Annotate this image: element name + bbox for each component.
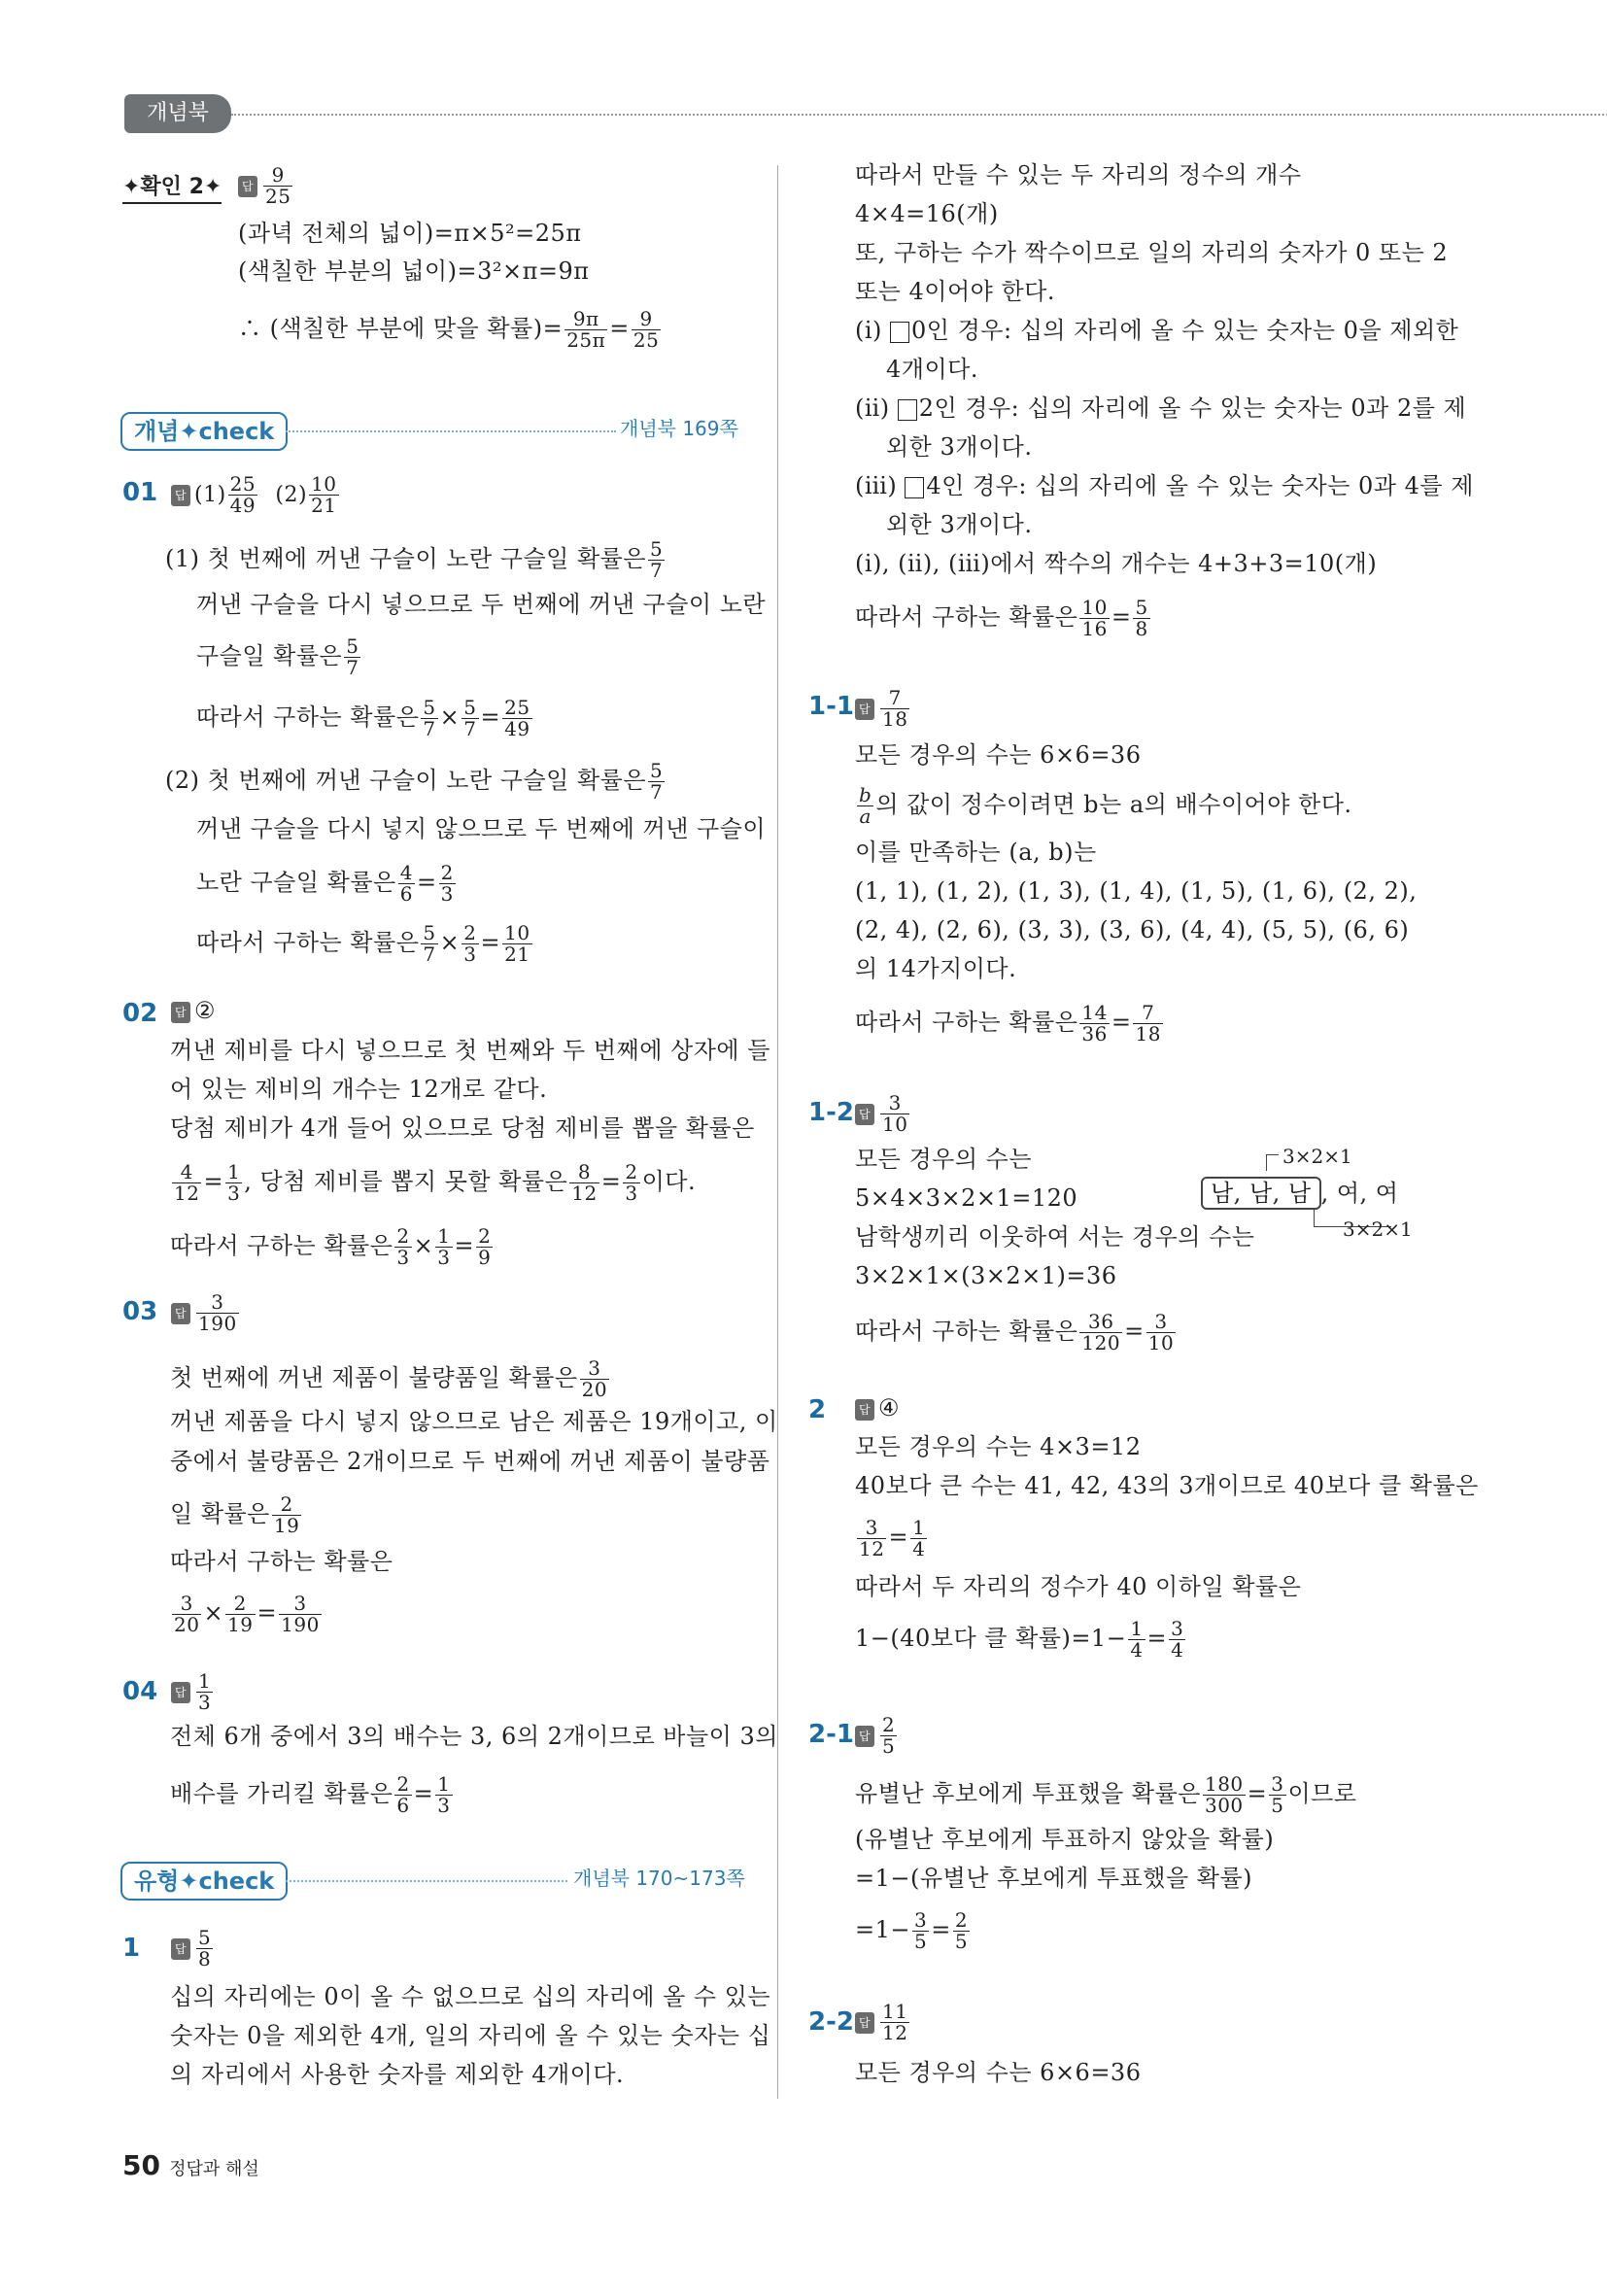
problem-2-2-line-1: 모든 경우의 수는 6×6=36	[855, 2059, 1142, 2086]
problem-1-right-line-11: (ⅰ), (ⅱ), (ⅲ)에서 짝수의 개수는 4+3+3=10(개)	[855, 550, 1378, 577]
diagram-top-label: 3×2×1	[1282, 1145, 1352, 1168]
problem-03-line-6: $\frac{3}{20}$ × $\frac{2}{19}$ = $\frac{3}{190}$	[174, 1592, 320, 1636]
problem-01-line-4: 따라서 구하는 확률은 $\frac{5}{7}$ × $\frac{5}{7}$ = $\frac{25}{49}$	[196, 696, 530, 740]
problem-2-answer: 답 ④	[855, 1393, 900, 1422]
problem-01-line-6: 꺼낸 구슬을 다시 넣지 않으므로 두 번째에 꺼낸 구슬이	[196, 815, 767, 842]
problem-04-line-2: 배수를 가리킬 확률은 $\frac{2}{6}$ = $\frac{1}{3}$	[170, 1772, 451, 1817]
problem-2-2-answer: 답 $\frac{11}{12}$	[855, 2002, 911, 2043]
confirm-line-3: ∴ (색칠한 부분에 맞을 확률)= $\frac{9\pi}{25\pi}$ = $\frac{9}{25}$	[238, 307, 660, 352]
problem-1-case-1: (ⅰ) 0인 경우: 십의 자리에 올 수 있는 숫자는 0을 제외한	[855, 317, 1459, 344]
concept-check-label: 개념✦check	[120, 412, 288, 451]
problem-1-right-line-3: 또, 구하는 수가 짝수이므로 일의 자리의 숫자가 0 또는 2	[855, 239, 1449, 266]
problem-1-right-line-1: 따라서 만들 수 있는 두 자리의 정수의 개수	[855, 161, 1302, 188]
problem-1-2-line-4: 3×2×1×(3×2×1)=36	[855, 1262, 1117, 1289]
problem-03-line-3: 중에서 불량품은 2개이므로 두 번째에 꺼낸 제품이 불량품	[170, 1448, 770, 1475]
problem-01-line-7: 노란 구슬일 확률은 $\frac{4}{6}$ = $\frac{2}{3}$	[196, 861, 454, 906]
blank-box	[890, 322, 909, 343]
confirm-line-1: (과녁 전체의 넓이)=π×5²=25π	[238, 220, 582, 247]
type-check-ref: 개념북 170~173쪽	[573, 1867, 745, 1890]
diagram-top-bracket	[1266, 1154, 1279, 1171]
problem-04-answer: 답 $\frac{1}{3}$	[171, 1671, 215, 1713]
problem-02-line-5: 따라서 구하는 확률은 $\frac{2}{3}$ × $\frac{1}{3}$ = $\frac{2}{9}$	[170, 1224, 492, 1269]
problem-2-1-line-3: =1−(유별난 후보에게 투표했을 확률)	[855, 1865, 1252, 1892]
problem-2-1-line-2: (유별난 후보에게 투표하지 않았을 확률)	[855, 1826, 1275, 1853]
header-tab: 개념북	[124, 94, 231, 133]
type-check-label: 유형✦check	[120, 1862, 288, 1901]
problem-1-1-number: 1-1	[808, 692, 854, 721]
problem-1-2-answer: 답 $\frac{3}{10}$	[855, 1093, 911, 1135]
problem-1-1-answer: 답 $\frac{7}{18}$	[855, 688, 911, 730]
problem-02-answer: 답 ②	[171, 996, 216, 1025]
problem-1-right-line-2: 4×4=16(개)	[855, 200, 999, 227]
problem-1-case-1-cont: 4개이다.	[886, 356, 978, 383]
problem-03-line-2: 꺼낸 제품을 다시 넣지 않으므로 남은 제품은 19개이고, 이	[170, 1408, 778, 1435]
problem-02-number: 02	[122, 999, 158, 1028]
problem-01-line-3: 구슬일 확률은 $\frac{5}{7}$	[196, 634, 359, 679]
problem-02-line-2: 어 있는 제비의 개수는 12개로 같다.	[170, 1076, 548, 1103]
problem-1-1-line-4: (1, 1), (1, 2), (1, 3), (1, 4), (1, 5), (1, 6), (2, 2),	[855, 877, 1418, 905]
problem-2-1-answer: 답 $\frac{2}{5}$	[855, 1715, 899, 1757]
problem-1-2-line-1: 모든 경우의 수는	[855, 1146, 1033, 1173]
problem-1-right-line-4: 또는 4이어야 한다.	[855, 278, 1055, 305]
concept-check-ref: 개념북 169쪽	[620, 417, 738, 440]
problem-1-case-2-cont: 외한 3개이다.	[886, 433, 1033, 461]
confirm-line-2: (색칠한 부분의 넓이)=3²×π=9π	[238, 257, 590, 285]
problem-2-2-number: 2-2	[808, 2007, 854, 2037]
problem-01-line-5: (2) 첫 번째에 꺼낸 구슬이 노란 구슬일 확률은 $\frac{5}{7}$	[165, 759, 664, 804]
problem-2-1-line-1: 유별난 후보에게 투표했을 확률은 $\frac{180}{300}$ = $\frac{3}{5}$ 이므로	[855, 1772, 1357, 1817]
problem-01-line-1: (1) 첫 번째에 꺼낸 구슬이 노란 구슬일 확률은 $\frac{5}{7}$	[165, 537, 664, 582]
problem-01-answer: 답 (1) $\frac{25}{49}$ (2) $\frac{10}{21}$	[171, 474, 341, 516]
footer-title: 정답과 해설	[169, 2159, 259, 2179]
problem-1-case-2: (ⅱ) 2인 경우: 십의 자리에 올 수 있는 숫자는 0과 2를 제	[855, 394, 1467, 422]
problem-02-line-1: 꺼낸 제비를 다시 넣으므로 첫 번째와 두 번째에 상자에 들	[170, 1037, 770, 1064]
problem-1-1-line-3: 이를 만족하는 (a, b)는	[855, 839, 1097, 866]
problem-1-line-2: 숫자는 0을 제외한 4개, 일의 자리에 올 수 있는 숫자는 십	[170, 2022, 771, 2049]
male-group-box: 남, 남, 남	[1201, 1177, 1321, 1210]
problem-1-answer: 답 $\frac{5}{8}$	[171, 1928, 215, 1970]
problem-04-number: 04	[122, 1677, 158, 1706]
diagram-bottom-tick	[1314, 1209, 1315, 1226]
problem-1-2-number: 1-2	[808, 1098, 854, 1127]
problem-03-answer: 답 $\frac{3}{190}$	[171, 1292, 241, 1334]
answer-icon: 답	[238, 176, 257, 197]
problem-03-line-5: 따라서 구하는 확률은	[170, 1548, 393, 1575]
page-number: 50	[122, 2149, 160, 2181]
problem-1-2-line-5: 따라서 구하는 확률은 $\frac{36}{120}$ = $\frac{3}{10}$	[855, 1310, 1175, 1354]
problem-04-line-1: 전체 6개 중에서 3의 배수는 3, 6의 2개이므로 바늘이 3의	[170, 1723, 778, 1750]
problem-1-line-1: 십의 자리에는 0이 올 수 없으므로 십의 자리에 올 수 있는	[170, 1983, 771, 2010]
problem-01-line-2: 꺼낸 구슬을 다시 넣으므로 두 번째에 꺼낸 구슬이 노란	[196, 591, 767, 618]
problem-2-line-3: $\frac{3}{12}$ = $\frac{1}{4}$	[859, 1516, 926, 1560]
problem-1-2-line-2: 5×4×3×2×1=120	[855, 1184, 1078, 1212]
problem-02-line-3: 당첨 제비가 4개 들어 있으므로 당첨 제비를 뽑을 확률은	[170, 1114, 755, 1142]
problem-1-right-line-12: 따라서 구하는 확률은 $\frac{10}{16}$ = $\frac{5}{8}$	[855, 596, 1148, 640]
concept-check-divider	[286, 430, 616, 432]
problem-02-line-4: $\frac{4}{12}$ = $\frac{1}{3}$ , 당첨 제비를 뽑지 못할 확률은 $\frac{8}{12}$ = $\frac{2}{3}$ 이다.	[174, 1160, 697, 1205]
problem-1-case-3: (ⅲ) 4인 경우: 십의 자리에 올 수 있는 숫자는 0과 4를 제	[855, 472, 1474, 499]
column-divider	[777, 165, 778, 2099]
problem-1-1-line-2: $\frac{b}{a}$ 의 값이 정수이려면 b는 a의 배수이어야 한다.	[859, 783, 1352, 828]
blank-box	[898, 399, 917, 421]
problem-03-line-1: 첫 번째에 꺼낸 제품이 불량품일 확률은 $\frac{3}{20}$	[170, 1356, 608, 1401]
problem-2-line-1: 모든 경우의 수는 4×3=12	[855, 1433, 1142, 1460]
problem-1-1-line-5: (2, 4), (2, 6), (3, 3), (3, 6), (4, 4), (5, 5), (6, 6)	[855, 916, 1410, 943]
header-divider	[231, 114, 1607, 116]
problem-1-1-line-1: 모든 경우의 수는 6×6=36	[855, 741, 1142, 769]
problem-2-1-number: 2-1	[808, 1720, 854, 1749]
problem-2-line-5: 1−(40보다 클 확률)=1− $\frac{1}{4}$ = $\frac{3}{4}$	[855, 1617, 1184, 1662]
problem-01-number: 01	[122, 478, 158, 507]
problem-03-line-4: 일 확률은 $\frac{2}{19}$	[170, 1492, 300, 1537]
problem-1-1-line-7: 따라서 구하는 확률은 $\frac{14}{36}$ = $\frac{7}{18}$	[855, 1001, 1161, 1045]
problem-2-number: 2	[808, 1395, 827, 1424]
type-check-divider	[286, 1880, 567, 1882]
blank-box	[905, 477, 924, 498]
problem-01-line-8: 따라서 구하는 확률은 $\frac{5}{7}$ × $\frac{2}{3}$ = $\frac{10}{21}$	[196, 921, 530, 966]
problem-1-1-line-6: 의 14가지이다.	[855, 955, 1017, 982]
problem-2-1-line-4: =1− $\frac{3}{5}$ = $\frac{2}{5}$	[855, 1908, 969, 1953]
confirm-answer: 답 $\frac{9}{25}$	[238, 165, 294, 207]
problem-03-number: 03	[122, 1297, 158, 1326]
confirm-label: ✦확인 2✦	[122, 173, 222, 204]
problem-1-number: 1	[122, 1934, 141, 1963]
arrangement-diagram: 남, 남, 남 , 여, 여	[1201, 1177, 1398, 1210]
problem-1-2-line-3: 남학생끼리 이웃하여 서는 경우의 수는	[855, 1223, 1255, 1251]
diagram-bottom-label: 3×2×1	[1343, 1217, 1413, 1241]
problem-2-line-2: 40보다 큰 수는 41, 42, 43의 3개이므로 40보다 클 확률은	[855, 1472, 1479, 1499]
page-footer	[122, 2149, 259, 2181]
problem-1-line-3: 의 자리에서 사용한 숫자를 제외한 4개이다.	[170, 2061, 625, 2088]
problem-1-case-3-cont: 외한 3개이다.	[886, 511, 1033, 538]
problem-2-line-4: 따라서 두 자리의 정수가 40 이하일 확률은	[855, 1573, 1302, 1600]
